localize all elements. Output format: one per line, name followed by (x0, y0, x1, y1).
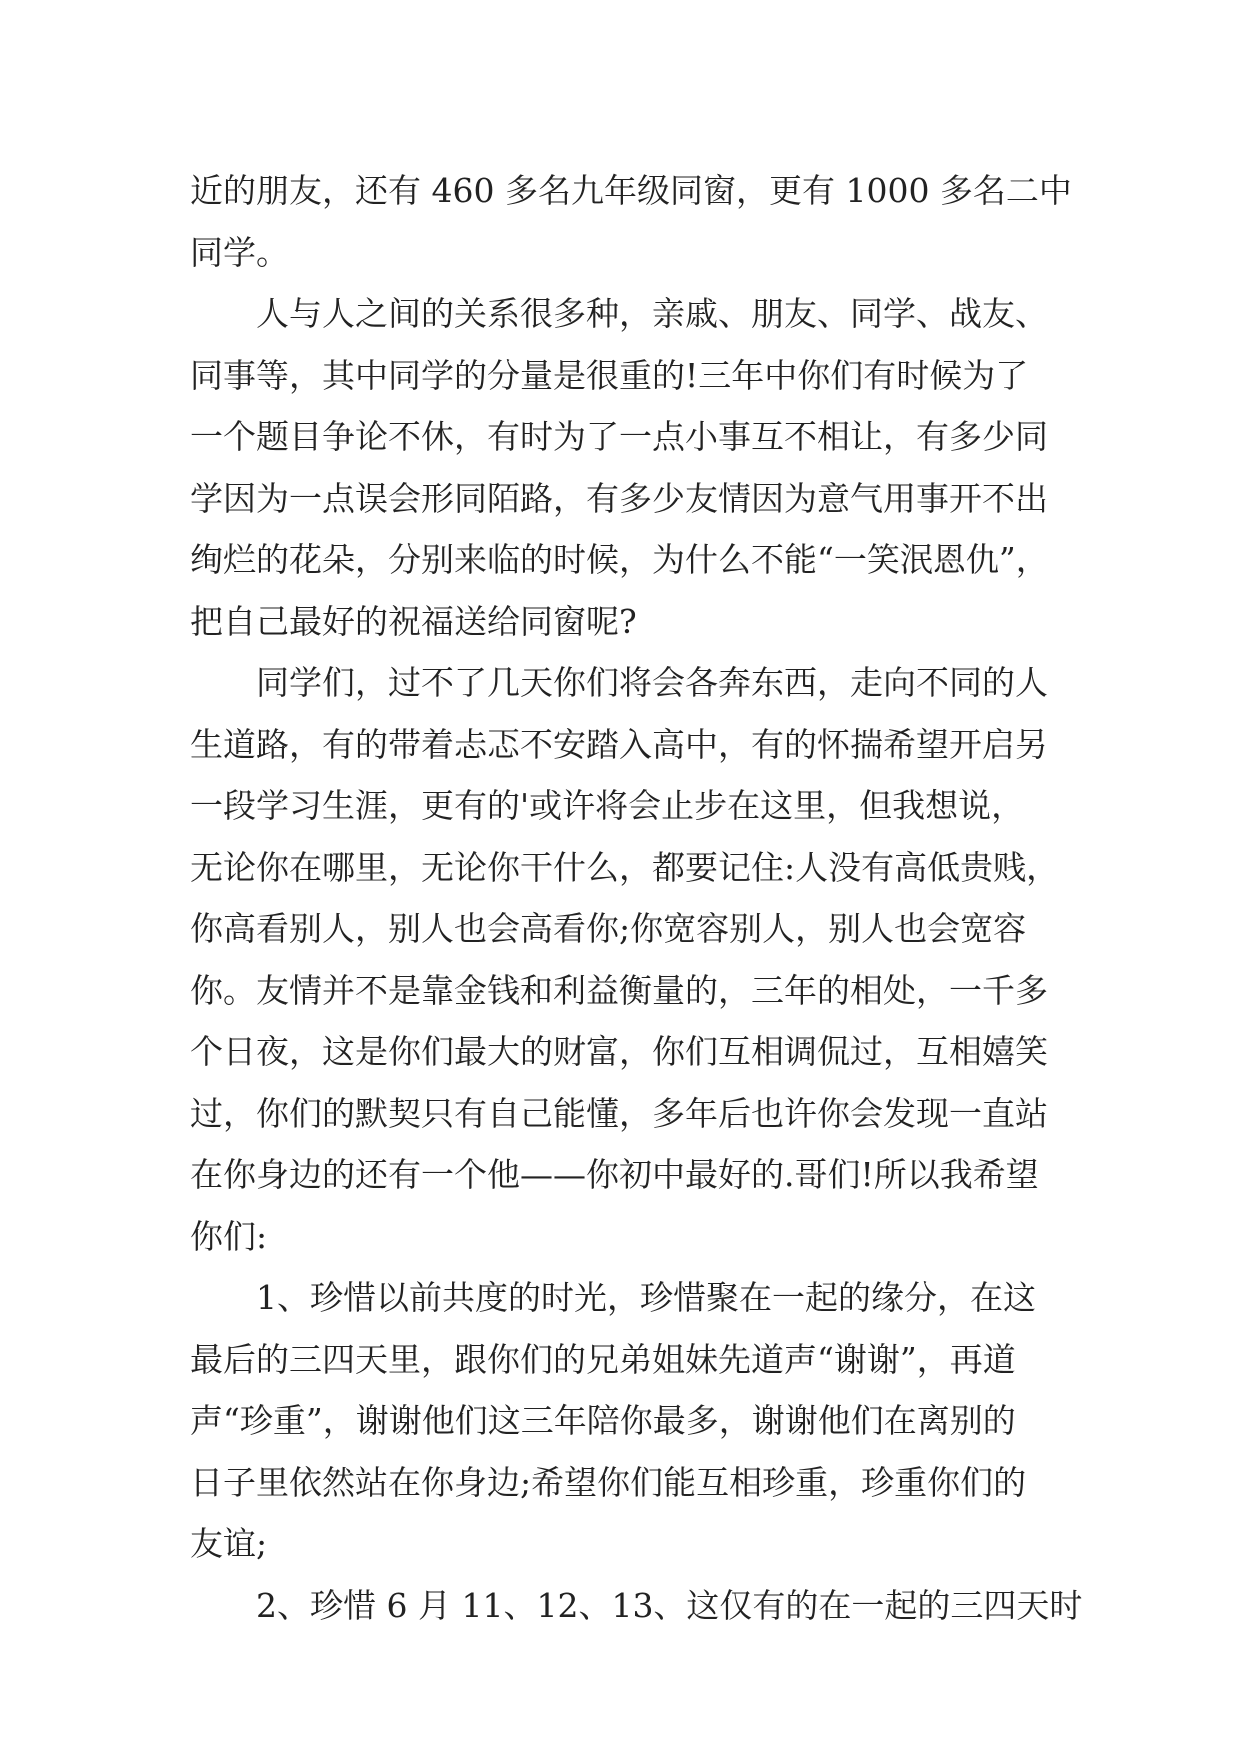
text-line: 声“珍重”，谢谢他们这三年陪你最多，谢谢他们在离别的 (190, 1401, 1016, 1440)
text-line: 你。友情并不是靠金钱和利益衡量的，三年的相处，一千多 (190, 970, 1048, 1010)
text-line: 你们: (190, 1216, 268, 1256)
text-line: 最后的三四天里，跟你们的兄弟姐妹先道声“谢谢”，再道 (190, 1339, 1016, 1379)
text-line: 日子里依然站在你身边;希望你们能互相珍重，珍重你们的 (190, 1462, 1027, 1502)
document-body-text (190, 160, 1083, 1636)
text-line: 个日夜，这是你们最大的财富，你们互相调侃过，互相嬉笑 (190, 1032, 1048, 1071)
text-line: 生道路，有的带着忐忑不安踏入高中，有的怀揣希望开启另 (190, 724, 1048, 764)
text-line: 友谊; (190, 1524, 268, 1563)
list-item-first-line: 1、珍惜以前共度的时光，珍惜聚在一起的缘分，在这 (256, 1278, 1036, 1317)
text-line: 一个题目争论不休，有时为了一点小事互不相让，有多少同 (190, 417, 1048, 456)
text-line: 绚烂的花朵，分别来临的时候，为什么不能“一笑泯恩仇”， (190, 540, 1049, 579)
text-line: 学因为一点误会形同陌路，有多少友情因为意气用事开不出 (190, 478, 1048, 518)
paragraph-first-line: 同学们，过不了几天你们将会各奔东西，走向不同的人 (256, 663, 1048, 702)
text-line: 一段学习生涯，更有的'或许将会止步在这里，但我想说， (190, 786, 1025, 825)
text-line: 你高看别人，别人也会高看你;你宽容别人，别人也会宽容 (190, 909, 1027, 948)
text-line: 把自己最好的祝福送给同窗呢? (190, 601, 637, 641)
text-line: 同学。 (190, 232, 289, 272)
text-line: 同事等，其中同学的分量是很重的!三年中你们有时候为了 (190, 355, 1029, 395)
text-line: 近的朋友，还有 460 多名九年级同窗，更有 1000 多名二中 (190, 171, 1072, 210)
list-item-first-line: 2、珍惜 6 月 11、12、13、这仅有的在一起的三四天时 (256, 1585, 1083, 1625)
text-line: 无论你在哪里，无论你干什么，都要记住:人没有高低贵贱， (190, 847, 1060, 887)
text-line: 过，你们的默契只有自己能懂，多年后也许你会发现一直站 (190, 1093, 1048, 1133)
paragraph-first-line: 人与人之间的关系很多种，亲戚、朋友、同学、战友、 (256, 294, 1048, 333)
text-line: 在你身边的还有一个他——你初中最好的.哥们!所以我希望 (190, 1155, 1039, 1194)
